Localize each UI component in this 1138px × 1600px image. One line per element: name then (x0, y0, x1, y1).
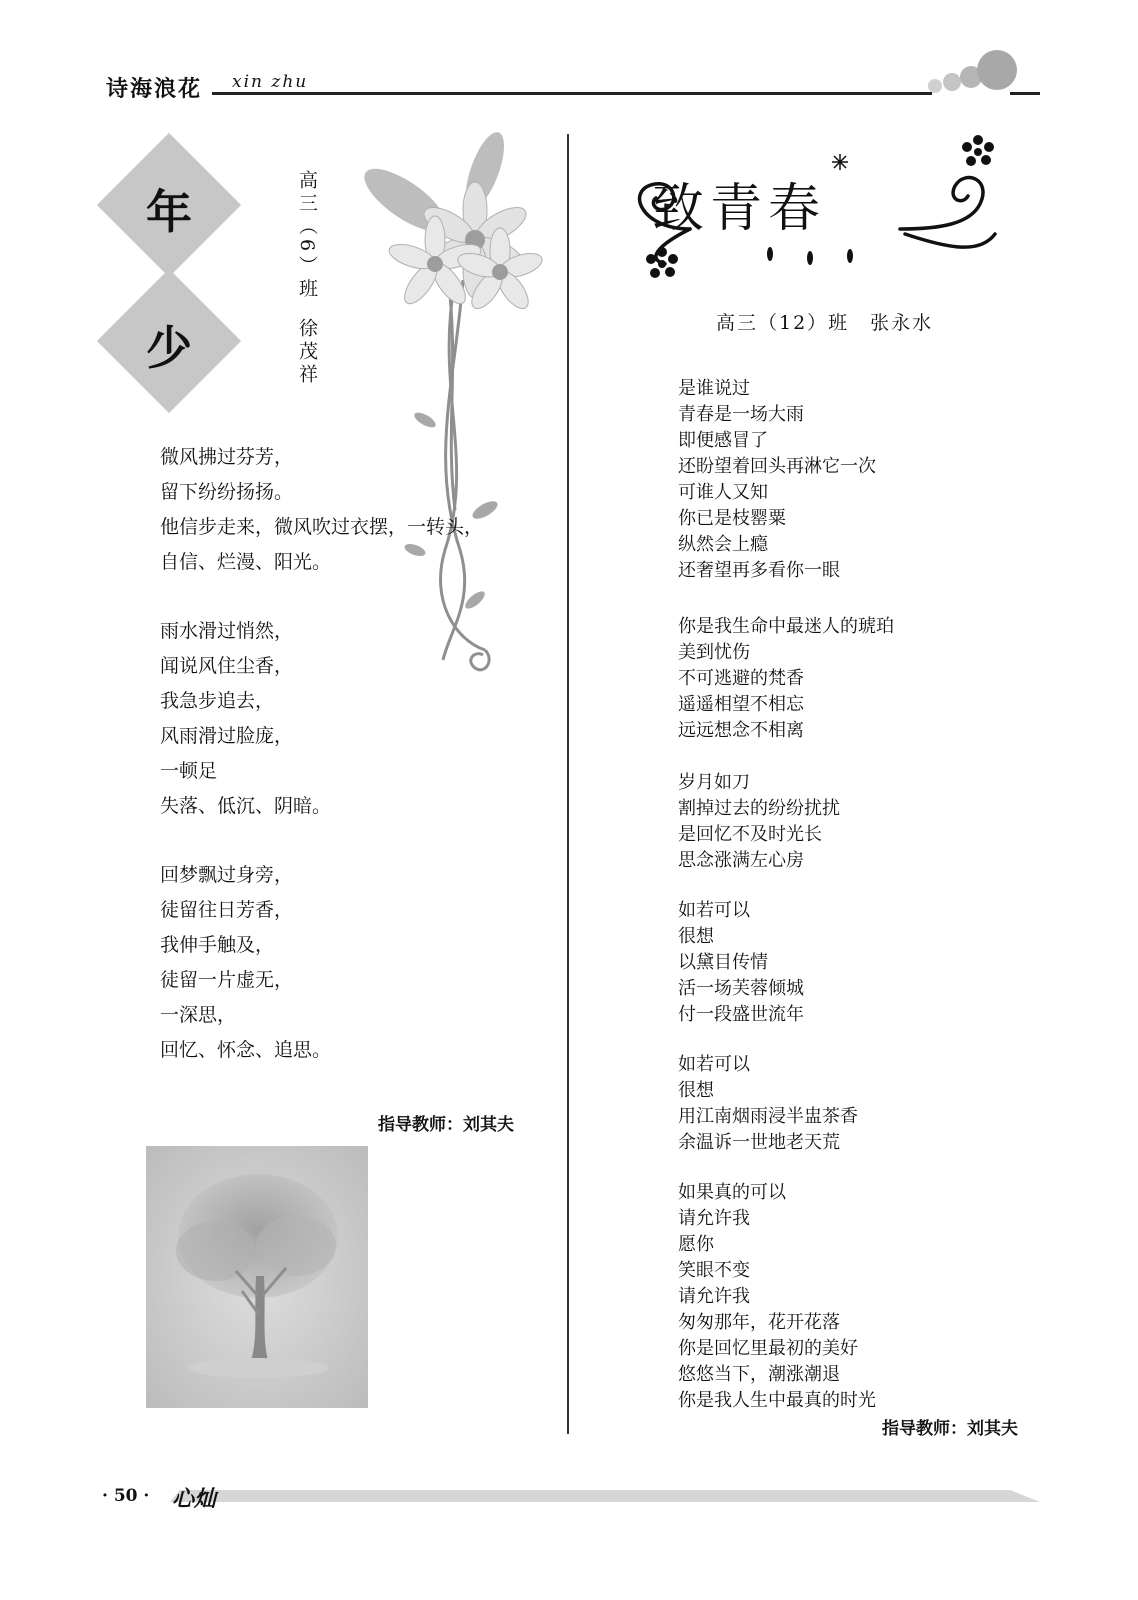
poem-line: 青春是一场大雨 (678, 404, 804, 425)
poem-line: 匆匆那年，花开花落 (678, 1312, 840, 1333)
poem-line: 是回忆不及时光长 (678, 824, 822, 845)
left-author: 徐茂祥 (296, 318, 318, 387)
poem-line: 你是我生命中最迷人的琥珀 (678, 616, 894, 637)
poem-line: 用江南烟雨浸半盅茶香 (678, 1106, 858, 1127)
poem-line: 徒留一片虚无， (160, 969, 294, 991)
right-credit: 指导教师：刘其夫 (882, 1419, 1018, 1439)
right-byline: 高三（12）班 张永水 (716, 312, 934, 334)
poem-line: 自信、烂漫、阳光。 (160, 551, 332, 573)
poem-line: 很想 (678, 1080, 714, 1101)
poem-line: 很想 (678, 926, 714, 947)
left-class-label: 高三（6）班 (296, 170, 318, 302)
poem-line: 笑眼不变 (678, 1260, 750, 1281)
poem-line: 他信步走来，微风吹过衣摆，一转头， (160, 516, 484, 538)
poem-line: 回梦飘过身旁， (160, 864, 294, 886)
left-poem-stanza-1 (160, 440, 483, 580)
poem-line: 付一段盛世流年 (678, 1004, 804, 1025)
poem-line: 徒留往日芳香， (160, 899, 294, 921)
poem-line: 岁月如刀 (678, 772, 750, 793)
poem-line: 雨水滑过悄然， (160, 620, 294, 642)
section-subtitle: xin zhu (232, 72, 309, 92)
poem-line: 还盼望着回头再淋它一次 (678, 456, 876, 477)
poem-line: 遥遥相望不相忘 (678, 694, 804, 715)
right-poem-stanza-3 (678, 770, 840, 874)
poem-line: 思念涨满左心房 (678, 850, 804, 871)
footer-bar (100, 1490, 1040, 1502)
poem-line: 你已是枝罂粟 (678, 508, 786, 529)
page-number: · 50 · (102, 1486, 150, 1506)
poem-line: 一深思， (160, 1004, 237, 1026)
right-poem-stanza-5 (678, 1052, 858, 1156)
poem-line: 美到忧伤 (678, 642, 750, 663)
grey-circles-decoration (925, 46, 1045, 102)
poem-line: 活一场芙蓉倾城 (678, 978, 804, 999)
poem-line: 你是我人生中最真的时光 (678, 1390, 876, 1411)
poem-line: 风雨滑过脸庞， (160, 725, 294, 747)
poem-line: 愿你 (678, 1234, 714, 1255)
right-poem-stanza-2 (678, 614, 894, 744)
poem-line: 留下纷纷扬扬。 (160, 481, 294, 503)
magazine-name: 心灿 (172, 1486, 217, 1512)
poem-line: 即便感冒了 (678, 430, 768, 451)
poem-line: 我伸手触及， (160, 934, 275, 956)
flower-vine-illustration (335, 130, 565, 690)
poem-line: 可谁人又知 (678, 482, 768, 503)
poem-line: 纵然会上瘾 (678, 534, 768, 555)
poem-line: 回忆、怀念、追思。 (160, 1039, 332, 1061)
right-poem-title: 致青春 (652, 179, 827, 239)
poem-title-char-1: 年 (146, 185, 192, 239)
poem-line: 如若可以 (678, 900, 750, 921)
right-poem-stanza-6 (678, 1180, 876, 1414)
poem-title-char-2: 少 (146, 321, 192, 375)
poem-line: 悠悠当下，潮涨潮退 (678, 1364, 840, 1385)
poem-line: 余温诉一世地老天荒 (678, 1132, 840, 1153)
poem-line: 不可逃避的梵香 (678, 668, 804, 689)
poem-line: 是谁说过 (678, 378, 750, 399)
poem-line: 如若可以 (678, 1054, 750, 1075)
header-rule (212, 92, 932, 95)
tree-painting (146, 1146, 368, 1408)
column-divider (567, 134, 569, 1434)
poem-line: 割掉过去的纷纷扰扰 (678, 798, 840, 819)
poem-line: 远远想念不相离 (678, 720, 804, 741)
poem-line: 你是回忆里最初的美好 (678, 1338, 858, 1359)
poem-line: 如果真的可以 (678, 1182, 786, 1203)
poem-line: 请允许我 (678, 1286, 750, 1307)
poem-line: 失落、低沉、阴暗。 (160, 795, 332, 817)
right-poem-stanza-4 (678, 898, 804, 1028)
poem-line: 还奢望再多看你一眼 (678, 560, 840, 581)
poem-line: 我急步追去， (160, 690, 275, 712)
poem-line: 以黛目传情 (678, 952, 768, 973)
poem-line: 一顿足 (160, 760, 218, 782)
left-poem-stanza-2 (160, 614, 331, 824)
poem-line: 闻说风住尘香， (160, 655, 294, 677)
left-credit: 指导教师：刘其夫 (378, 1115, 514, 1135)
section-title: 诗海浪花 (106, 77, 203, 102)
poem-line: 微风拂过芬芳， (160, 446, 294, 468)
right-poem-stanza-1 (678, 376, 876, 584)
left-poem-stanza-3 (160, 858, 331, 1068)
poem-line: 请允许我 (678, 1208, 750, 1229)
